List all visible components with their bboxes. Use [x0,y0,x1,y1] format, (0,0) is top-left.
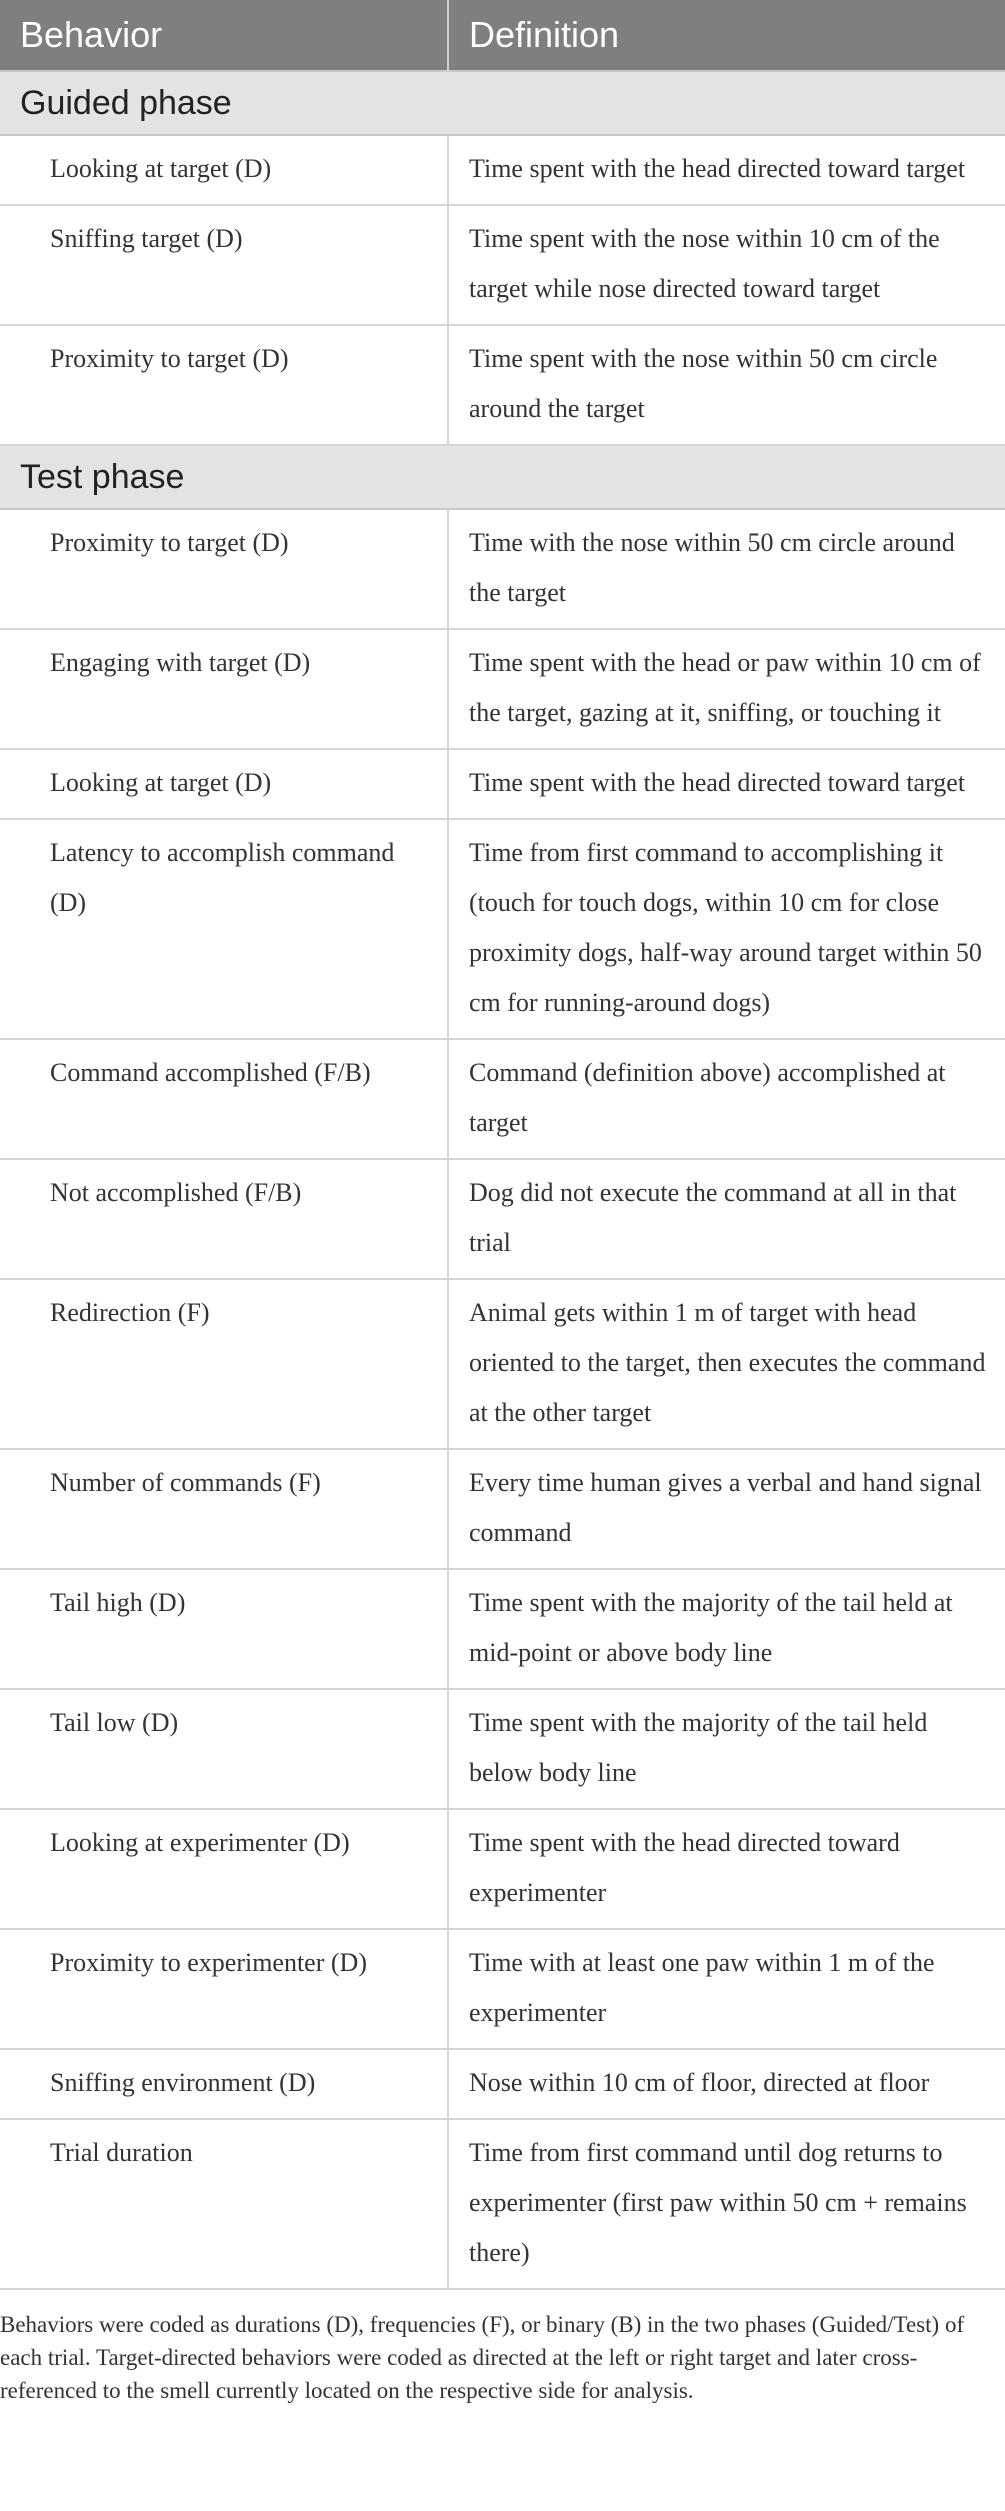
table-row [0,1569,1005,1689]
table-row [0,135,1005,205]
table-row [0,1279,1005,1449]
definition-cell: Time spent with the majority of the tail held at mid-point or above body line [448,1569,1005,1689]
behavior-cell: Not accomplished (F/B) [0,1159,448,1279]
definition-cell: Time with at least one paw within 1 m of the experimenter [448,1929,1005,2049]
behavior-cell: Sniffing environment (D) [0,2049,448,2119]
definition-cell: Time spent with the majority of the tail held below body line [448,1689,1005,1809]
definition-cell: Time from first command until dog returns to experimenter (first paw within 50 cm + remains there) [448,2119,1005,2289]
table-row [0,509,1005,629]
section-title: Guided phase [0,71,1005,135]
table-header [0,0,1005,71]
definition-cell: Every time human gives a verbal and hand signal command [448,1449,1005,1569]
table-row [0,1039,1005,1159]
definition-cell: Nose within 10 cm of floor, directed at floor [448,2049,1005,2119]
behavior-cell: Proximity to target (D) [0,325,448,445]
behavior-cell: Proximity to target (D) [0,509,448,629]
definition-cell: Time spent with the head directed toward target [448,749,1005,819]
definition-cell: Time spent with the head directed toward experimenter [448,1809,1005,1929]
table-row [0,205,1005,325]
header-behavior: Behavior [0,0,448,71]
section-title: Test phase [0,445,1005,509]
definition-cell: Time spent with the head directed toward target [448,135,1005,205]
table-row [0,1159,1005,1279]
behavior-cell: Trial duration [0,2119,448,2289]
section-header [0,71,1005,135]
definition-cell: Time from first command to accomplishing it (touch for touch dogs, within 10 cm for close proximity dogs, half-way around target within 50 cm for running-around dogs) [448,819,1005,1039]
definition-cell: Time spent with the nose within 10 cm of the target while nose directed toward target [448,205,1005,325]
definition-cell: Time with the nose within 50 cm circle around the target [448,509,1005,629]
behavior-cell: Looking at target (D) [0,749,448,819]
behavior-cell: Proximity to experimenter (D) [0,1929,448,2049]
behavior-cell: Engaging with target (D) [0,629,448,749]
table-row [0,1449,1005,1569]
section-header [0,445,1005,509]
table-row [0,325,1005,445]
behavior-cell: Number of commands (F) [0,1449,448,1569]
header-definition: Definition [448,0,1005,71]
table-footnote: Behaviors were coded as durations (D), frequencies (F), or binary (B) in the two phases (Guided/Test) of each trial. Target-directed behaviors were coded as directed at the left or right target and later cross-referenced to the smell currently located on the respective side for analysis. [0,2312,965,2403]
behavior-cell: Looking at experimenter (D) [0,1809,448,1929]
table-row [0,1809,1005,1929]
behavior-cell: Tail low (D) [0,1689,448,1809]
definition-cell: Animal gets within 1 m of target with head oriented to the target, then executes the command at the other target [448,1279,1005,1449]
behavior-cell: Sniffing target (D) [0,205,448,325]
table-body [0,71,1005,2289]
behavior-cell: Looking at target (D) [0,135,448,205]
behavior-cell: Command accomplished (F/B) [0,1039,448,1159]
table-row [0,1689,1005,1809]
definition-cell: Time spent with the head or paw within 10 cm of the target, gazing at it, sniffing, or touching it [448,629,1005,749]
table-row [0,629,1005,749]
table-row [0,749,1005,819]
definition-cell: Dog did not execute the command at all in that trial [448,1159,1005,1279]
definition-cell: Command (definition above) accomplished at target [448,1039,1005,1159]
table-row [0,1929,1005,2049]
table-row [0,819,1005,1039]
table-row [0,2049,1005,2119]
definition-cell: Time spent with the nose within 50 cm circle around the target [448,325,1005,445]
behavior-cell: Redirection (F) [0,1279,448,1449]
behavior-cell: Tail high (D) [0,1569,448,1689]
table-row [0,2119,1005,2289]
behavior-cell: Latency to accomplish command (D) [0,819,448,1039]
